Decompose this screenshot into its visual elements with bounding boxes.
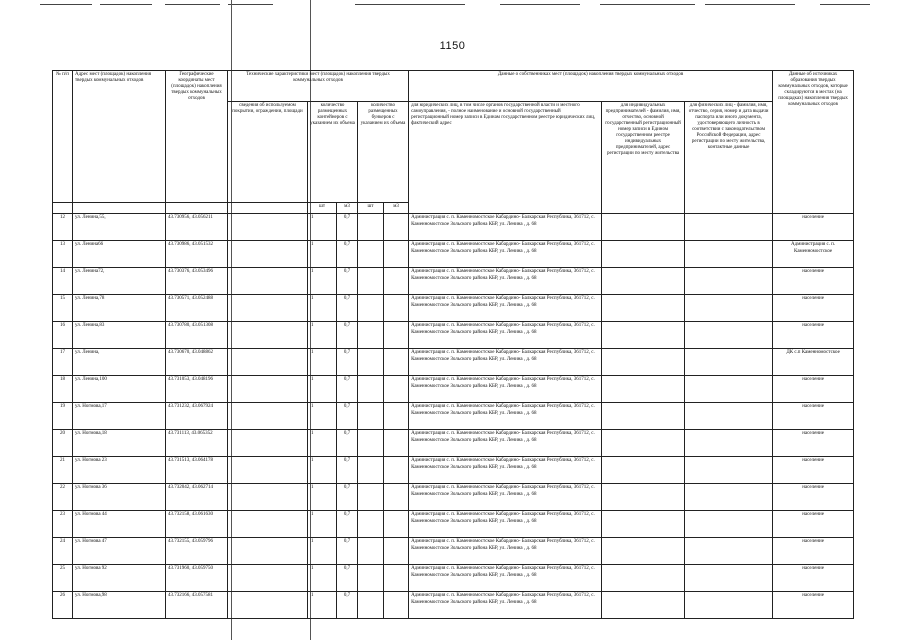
row-container-volume: 0,7 <box>337 322 358 349</box>
row-owner-individual <box>685 592 773 619</box>
row-coverage <box>228 376 308 403</box>
row-coverage <box>228 322 308 349</box>
row-num: 20 <box>53 430 73 457</box>
row-owner-individual <box>685 484 773 511</box>
row-owner-individual <box>685 457 773 484</box>
row-owner-individual <box>685 538 773 565</box>
scan-top-rule <box>228 4 273 5</box>
row-owner-legal: Администрация с. п. Каменномостское Кабардино- Балкарская Республика, 361712, с. Каменномостское Зольского района КБР, ул. Ленина , д. 68 <box>409 457 602 484</box>
row-owner-individual <box>685 322 773 349</box>
header-legal: для юридических лиц, в том числе органов государственной власти и местного самоуправления, - полное наименование и основной государственный регистрационный номер записи в Единам государственном реестре юридических лиц, фактический адрес <box>409 102 602 214</box>
row-waste-source: население <box>773 565 854 592</box>
row-coverage <box>228 484 308 511</box>
row-owner-legal: Администрация с. п. Каменномостское Кабардино- Балкарская Республика, 361712, с. Каменномостское Зольского района КБР, ул. Ленина , д. 68 <box>409 565 602 592</box>
row-waste-source: население <box>773 484 854 511</box>
row-owner-individual <box>685 376 773 403</box>
header-row-top <box>53 71 854 102</box>
row-bunker-volume <box>384 430 409 457</box>
row-container-count: 1 <box>308 457 337 484</box>
row-coverage <box>228 538 308 565</box>
row-bunker-volume <box>384 349 409 376</box>
row-owner-entrepreneur <box>602 268 685 295</box>
row-container-volume: 0,7 <box>337 349 358 376</box>
row-bunker-count <box>358 322 384 349</box>
row-address: ул. Ленина,100 <box>73 376 166 403</box>
row-owner-individual <box>685 565 773 592</box>
row-owner-legal: Администрация с. п. Каменномостское Кабардино- Балкарская Республика, 361712, с. Каменномостское Зольского района КБР, ул. Ленина , д. 68 <box>409 241 602 268</box>
unit-bunkers-m3: м3 <box>384 203 409 214</box>
row-num: 17 <box>53 349 73 376</box>
header-individuals: для физических лиц - фамилия, имя, отчество, серия, номер и дата выдачи паспорта или иного документа, удостоверяющего личность в соответствии с законодательством Российской Федерации, адрес регистрации по месту жительства, контактные данные <box>685 102 773 214</box>
row-container-count: 1 <box>308 565 337 592</box>
row-num: 21 <box>53 457 73 484</box>
row-bunker-count <box>358 484 384 511</box>
row-num: 13 <box>53 241 73 268</box>
scan-top-rule <box>705 4 795 5</box>
table-row <box>53 295 854 322</box>
row-waste-source: население <box>773 268 854 295</box>
row-num: 18 <box>53 376 73 403</box>
row-owner-legal: Администрация с. п. Каменномостское Кабардино- Балкарская Республика, 361712, с. Каменномостское Зольского района КБР, ул. Ленина , д. 68 <box>409 403 602 430</box>
row-address: ул. Ногмова,98 <box>73 592 166 619</box>
scan-top-rule <box>500 4 580 5</box>
scan-top-rule <box>355 4 465 5</box>
unit-containers-m3: м3 <box>337 203 358 214</box>
row-num: 12 <box>53 214 73 241</box>
row-owner-individual <box>685 349 773 376</box>
row-waste-source: население <box>773 295 854 322</box>
row-coordinates: 43.732042, 43.062714 <box>166 484 228 511</box>
row-coverage <box>228 349 308 376</box>
row-bunker-volume <box>384 322 409 349</box>
row-bunker-count <box>358 511 384 538</box>
row-num: 19 <box>53 403 73 430</box>
row-owner-legal: Администрация с. п. Каменномостское Кабардино- Балкарская Республика, 361712, с. Каменномостское Зольского района КБР, ул. Ленина , д. 68 <box>409 349 602 376</box>
table-row <box>53 214 854 241</box>
row-container-volume: 0,7 <box>337 592 358 619</box>
row-owner-legal: Администрация с. п. Каменномостское Кабардино- Балкарская Республика, 361712, с. Каменномостское Зольского района КБР, ул. Ленина , д. 68 <box>409 268 602 295</box>
row-coverage <box>228 592 308 619</box>
row-owner-legal: Администрация с. п. Каменномостское Кабардино- Балкарская Республика, 361712, с. Каменномостское Зольского района КБР, ул. Ленина , д. 68 <box>409 322 602 349</box>
row-num: 25 <box>53 565 73 592</box>
row-waste-source: население <box>773 376 854 403</box>
row-waste-source: население <box>773 430 854 457</box>
header-containers: количество размещенных контейнеров с указанием их объема <box>308 102 358 203</box>
page-number: 1150 <box>439 40 466 52</box>
row-container-volume: 0,7 <box>337 268 358 295</box>
row-container-volume: 0,7 <box>337 241 358 268</box>
row-waste-source: население <box>773 457 854 484</box>
row-address: ул. Ногмова 44 <box>73 511 166 538</box>
row-owner-individual <box>685 268 773 295</box>
row-coordinates: 43.731053, 43.048196 <box>166 376 228 403</box>
scan-top-rule <box>40 4 92 5</box>
row-address: ул. Ленина, <box>73 349 166 376</box>
header-coverage: сведения об используемом покрытии, ограждении, площади <box>228 102 308 203</box>
row-coverage <box>228 241 308 268</box>
row-owner-individual <box>685 403 773 430</box>
row-owner-entrepreneur <box>602 592 685 619</box>
row-address: ул. Ленина72, <box>73 268 166 295</box>
row-waste-source: Администрация с. п. Каменномостское <box>773 241 854 268</box>
row-address: ул. Ленина,55, <box>73 214 166 241</box>
row-address: ул. Ногмова 47 <box>73 538 166 565</box>
header-address: Адрес мест (площадок) накопления твердых коммунальных отходов <box>73 71 166 203</box>
row-coordinates: 43.732155, 43.059796 <box>166 538 228 565</box>
row-container-count: 1 <box>308 349 337 376</box>
row-coordinates: 43.730670, 43.048862 <box>166 349 228 376</box>
row-container-volume: 0,7 <box>337 538 358 565</box>
row-container-volume: 0,7 <box>337 484 358 511</box>
row-container-count: 1 <box>308 295 337 322</box>
row-container-volume: 0,7 <box>337 376 358 403</box>
row-owner-entrepreneur <box>602 538 685 565</box>
row-container-count: 1 <box>308 241 337 268</box>
row-container-volume: 0,7 <box>337 511 358 538</box>
row-address: ул. Ленина,83 <box>73 322 166 349</box>
row-num: 22 <box>53 484 73 511</box>
row-owner-entrepreneur <box>602 457 685 484</box>
row-container-volume: 0,7 <box>337 403 358 430</box>
row-bunker-volume <box>384 592 409 619</box>
waste-sites-table <box>52 70 854 619</box>
row-coordinates: 43.731113, 43.065352 <box>166 430 228 457</box>
table-row <box>53 241 854 268</box>
row-container-count: 1 <box>308 484 337 511</box>
row-bunker-count <box>358 268 384 295</box>
row-owner-individual <box>685 295 773 322</box>
row-bunker-volume <box>384 538 409 565</box>
row-bunker-volume <box>384 241 409 268</box>
row-container-count: 1 <box>308 403 337 430</box>
row-coordinates: 43.730956, 43.056211 <box>166 214 228 241</box>
row-coverage <box>228 457 308 484</box>
row-bunker-volume <box>384 403 409 430</box>
row-owner-entrepreneur <box>602 322 685 349</box>
table-row <box>53 457 854 484</box>
row-bunker-count <box>358 376 384 403</box>
row-container-count: 1 <box>308 322 337 349</box>
row-num: 16 <box>53 322 73 349</box>
header-tech-group: Технические характеристики мест (площадок) накопления твердых коммунальных отходов <box>228 71 409 102</box>
table-row <box>53 349 854 376</box>
row-owner-individual <box>685 214 773 241</box>
row-owner-legal: Администрация с. п. Каменномостское Кабардино- Балкарская Республика, 361712, с. Каменномостское Зольского района КБР, ул. Ленина , д. 68 <box>409 214 602 241</box>
row-num: 14 <box>53 268 73 295</box>
row-owner-legal: Администрация с. п. Каменномостское Кабардино- Балкарская Республика, 361712, с. Каменномостское Зольского района КБР, ул. Ленина , д. 68 <box>409 592 602 619</box>
scan-top-rule <box>600 4 695 5</box>
row-container-volume: 0,7 <box>337 457 358 484</box>
header-sources: Данные об источниках образования твердых коммунальных отходов, которые складируются в местах (на площадках) накопления твердых коммунальных отходов <box>773 71 854 214</box>
row-container-count: 1 <box>308 268 337 295</box>
row-address: ул. Ногмова 36 <box>73 484 166 511</box>
row-container-count: 1 <box>308 430 337 457</box>
row-coordinates: 43.730986, 43.051532 <box>166 241 228 268</box>
row-bunker-count <box>358 538 384 565</box>
row-bunker-count <box>358 295 384 322</box>
row-waste-source: население <box>773 592 854 619</box>
row-coordinates: 43.730571, 43.052488 <box>166 295 228 322</box>
row-coverage <box>228 403 308 430</box>
row-container-volume: 0,7 <box>337 214 358 241</box>
table-row <box>53 268 854 295</box>
row-address: ул. Ленина,78 <box>73 295 166 322</box>
row-address: ул. Ногмова 92 <box>73 565 166 592</box>
row-waste-source: население <box>773 403 854 430</box>
row-owner-entrepreneur <box>602 403 685 430</box>
row-coordinates: 43.732158, 43.061630 <box>166 511 228 538</box>
row-owner-legal: Администрация с. п. Каменномостское Кабардино- Балкарская Республика, 361712, с. Каменномостское Зольского района КБР, ул. Ленина , д. 68 <box>409 295 602 322</box>
row-bunker-volume <box>384 511 409 538</box>
row-bunker-count <box>358 457 384 484</box>
row-num: 23 <box>53 511 73 538</box>
table-row <box>53 403 854 430</box>
row-address: ул. Ленина66 <box>73 241 166 268</box>
row-bunker-volume <box>384 376 409 403</box>
row-bunker-volume <box>384 484 409 511</box>
row-coverage <box>228 565 308 592</box>
table-row <box>53 538 854 565</box>
row-waste-source: население <box>773 322 854 349</box>
row-owner-entrepreneur <box>602 214 685 241</box>
row-owner-entrepreneur <box>602 511 685 538</box>
row-bunker-volume <box>384 268 409 295</box>
row-coordinates: 43.731513, 43.064178 <box>166 457 228 484</box>
row-owner-entrepreneur <box>602 349 685 376</box>
row-bunker-count <box>358 214 384 241</box>
row-waste-source: население <box>773 538 854 565</box>
row-num: 26 <box>53 592 73 619</box>
row-container-volume: 0,7 <box>337 565 358 592</box>
row-waste-source: население <box>773 214 854 241</box>
row-owner-individual <box>685 241 773 268</box>
row-owner-individual <box>685 430 773 457</box>
row-container-count: 1 <box>308 376 337 403</box>
row-owner-entrepreneur <box>602 565 685 592</box>
row-coverage <box>228 511 308 538</box>
row-container-count: 1 <box>308 538 337 565</box>
scan-top-rule <box>100 4 152 5</box>
row-bunker-volume <box>384 457 409 484</box>
row-owner-legal: Администрация с. п. Каменномостское Кабардино- Балкарская Республика, 361712, с. Каменномостское Зольского района КБР, ул. Ленина , д. 68 <box>409 538 602 565</box>
row-container-volume: 0,7 <box>337 430 358 457</box>
row-coverage <box>228 295 308 322</box>
row-container-count: 1 <box>308 511 337 538</box>
row-waste-source: население <box>773 511 854 538</box>
row-container-count: 1 <box>308 592 337 619</box>
row-owner-entrepreneur <box>602 376 685 403</box>
row-coordinates: 43.732166, 43.057581 <box>166 592 228 619</box>
row-coverage <box>228 214 308 241</box>
row-bunker-volume <box>384 214 409 241</box>
scan-top-rule <box>165 4 220 5</box>
row-owner-legal: Администрация с. п. Каменномостское Кабардино- Балкарская Республика, 361712, с. Каменномостское Зольского района КБР, ул. Ленина , д. 68 <box>409 430 602 457</box>
row-num: 24 <box>53 538 73 565</box>
row-bunker-count <box>358 349 384 376</box>
row-owner-legal: Администрация с. п. Каменномостское Кабардино- Балкарская Республика, 361712, с. Каменномостское Зольского района КБР, ул. Ленина , д. 68 <box>409 376 602 403</box>
row-owner-legal: Администрация с. п. Каменномостское Кабардино- Балкарская Республика, 361712, с. Каменномостское Зольского района КБР, ул. Ленина , д. 68 <box>409 484 602 511</box>
row-owner-entrepreneur <box>602 484 685 511</box>
row-bunker-count <box>358 403 384 430</box>
row-owner-individual <box>685 511 773 538</box>
header-geo: Географические координаты мест (площадок) накопления твердых коммунальных отходов <box>166 71 228 203</box>
row-bunker-count <box>358 565 384 592</box>
scan-top-rule <box>820 4 870 5</box>
row-owner-entrepreneur <box>602 430 685 457</box>
row-bunker-count <box>358 430 384 457</box>
row-coordinates: 43.731960, 43.059750 <box>166 565 228 592</box>
row-owner-entrepreneur <box>602 295 685 322</box>
row-coordinates: 43.731232, 43.067924 <box>166 403 228 430</box>
table-row <box>53 322 854 349</box>
row-num: 15 <box>53 295 73 322</box>
table-body <box>53 214 854 619</box>
row-bunker-count <box>358 241 384 268</box>
row-bunker-count <box>358 592 384 619</box>
table-row <box>53 484 854 511</box>
row-coordinates: 43.730780, 43.051308 <box>166 322 228 349</box>
header-bunkers: количество размещенных бункеров с указанием их объема <box>358 102 409 203</box>
table-row <box>53 565 854 592</box>
row-address: ул. Ногмова,18 <box>73 430 166 457</box>
row-bunker-volume <box>384 565 409 592</box>
header-entrepreneurs: для индивидуальных предпринимателей - фамилия, имя, отчество, основной государственный регистрационный номер записи в Едином государственном реестре индивидуальных предпринимателей, адрес регистрации по месту жительства <box>602 102 685 214</box>
header-owners-group: Данные о собственниках мест (площадок) накопления твердых коммунальных отходов <box>409 71 773 102</box>
row-address: ул. Ногмова,17 <box>73 403 166 430</box>
row-waste-source: ДК с.п Каменномостское <box>773 349 854 376</box>
unit-containers-pcs: шт <box>308 203 337 214</box>
row-coverage <box>228 430 308 457</box>
row-container-count: 1 <box>308 214 337 241</box>
row-address: ул. Ногмова 23 <box>73 457 166 484</box>
row-container-volume: 0,7 <box>337 295 358 322</box>
row-coverage <box>228 268 308 295</box>
row-bunker-volume <box>384 295 409 322</box>
table-row <box>53 511 854 538</box>
row-owner-legal: Администрация с. п. Каменномостское Кабардино- Балкарская Республика, 361712, с. Каменномостское Зольского района КБР, ул. Ленина , д. 68 <box>409 511 602 538</box>
table-row <box>53 592 854 619</box>
table-row <box>53 376 854 403</box>
row-owner-entrepreneur <box>602 241 685 268</box>
unit-bunkers-pcs: шт <box>358 203 384 214</box>
row-coordinates: 43.730376, 43.053496 <box>166 268 228 295</box>
table-row <box>53 430 854 457</box>
header-num: № п/п <box>53 71 73 203</box>
